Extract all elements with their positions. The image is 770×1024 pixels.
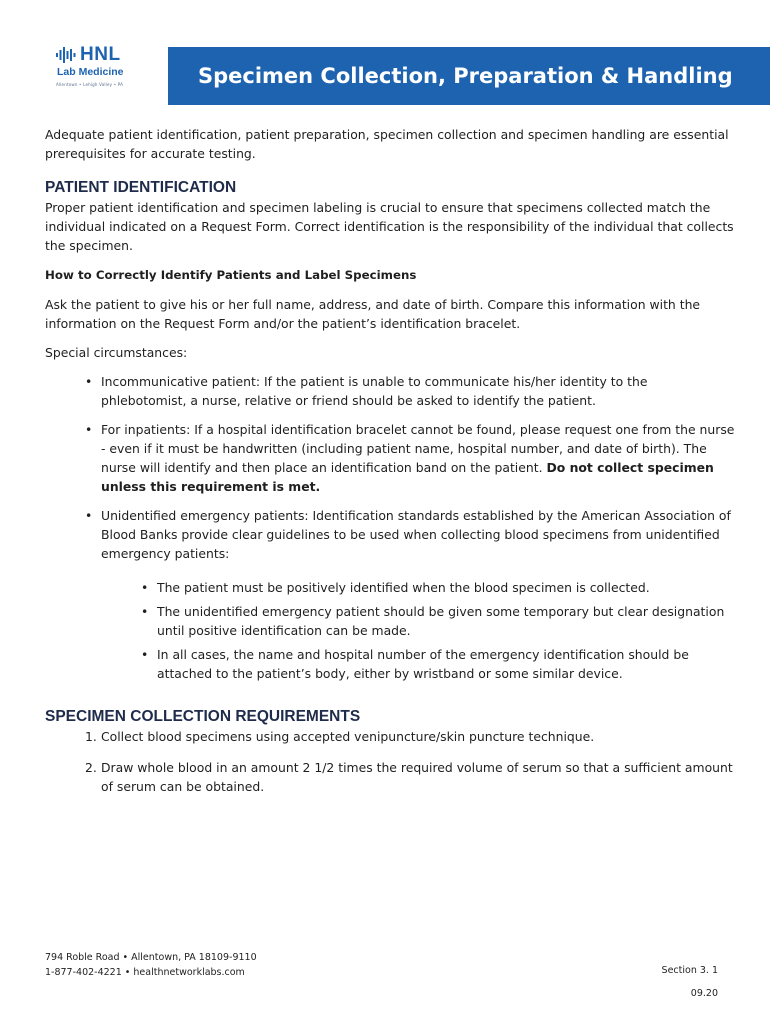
item-text: Collect blood specimens using accepted venipuncture/skin puncture technique.: [101, 729, 595, 744]
header-banner: [168, 47, 770, 105]
identify-patients-subheading: How to Correctly Identify Patients and Label Specimens: [45, 268, 417, 282]
footer-contact: [45, 950, 257, 980]
list-item: [85, 506, 735, 683]
waveform-icon: [56, 46, 76, 64]
circumstance-text: For inpatients: If a hospital identification bracelet cannot be found, please request one from the nurse - even if it must be handwritten (including patient name, hospital number, and date of birth). The nurse will identify and then place an identification band on the patient.: [101, 422, 735, 475]
specimen-collection-heading: SPECIMEN COLLECTION REQUIREMENTS: [45, 708, 361, 725]
list-item: • The unidentified emergency patient should be given some temporary but clear designation until positive identification can be made.: [141, 602, 735, 640]
list-item: [85, 420, 735, 496]
item-number: 2.: [85, 760, 97, 775]
logo-tagline: Allentown • Lehigh Valley • PA: [56, 82, 124, 87]
circumstance-text: Incommunicative patient: If the patient is unable to communicate his/her identity to the phlebotomist, a nurse, relative or friend should be asked to identify the patient.: [101, 374, 648, 408]
hnl-logo: [56, 46, 134, 100]
list-item: • The patient must be positively identified when the blood specimen is collected.: [141, 578, 735, 597]
emergency-points-list: [101, 578, 735, 683]
list-item: [85, 372, 735, 410]
page-title: Specimen Collection, Preparation & Handling: [198, 64, 733, 88]
footer-address: 794 Roble Road • Allentown, PA 18109-9110: [45, 952, 257, 963]
special-circumstances-list: [45, 372, 735, 683]
intro-paragraph: Adequate patient identification, patient preparation, specimen collection and specimen handling are essential prerequisites for accurate testing.: [45, 127, 729, 161]
item-text: Draw whole blood in an amount 2 1/2 times the required volume of serum so that a sufficient amount of serum can be obtained.: [101, 760, 733, 794]
footer-section: Section 3. 1: [661, 965, 718, 976]
circumstance-warning: Do not collect specimen unless this requirement is met.: [101, 460, 714, 494]
footer-date: 09.20: [690, 988, 718, 999]
identify-instruction: Ask the patient to give his or her full name, address, and date of birth. Compare this information with the information on the Request Form and/or the patient’s identification bracelet.: [45, 297, 701, 331]
patient-identification-text: Proper patient identification and specimen labeling is crucial to ensure that specimens collected match the individual indicated on a Request Form. Correct identification is the responsibility of the individual that collects the specimen.: [45, 200, 734, 253]
list-item: [85, 758, 735, 796]
list-item: • In all cases, the name and hospital number of the emergency identification should be attached to the patient’s body, either by wristband or some similar device.: [141, 645, 735, 683]
logo-brand: HNL: [80, 44, 121, 65]
logo-subtitle: Lab Medicine: [57, 66, 124, 78]
patient-identification-heading: PATIENT IDENTIFICATION: [45, 179, 237, 196]
list-item: [85, 727, 735, 746]
special-circumstances-label: Special circumstances:: [45, 345, 188, 360]
document-body: [45, 125, 735, 808]
footer-phone-website: 1-877-402-4221 • healthnetworklabs.com: [45, 967, 245, 978]
item-number: 1.: [85, 729, 97, 744]
collection-requirements-list: [45, 727, 735, 796]
circumstance-text: Unidentified emergency patients: Identification standards established by the American Association of Blood Banks provide clear guidelines to be used when collecting blood specimens from unidentified emergency patients:: [101, 508, 731, 561]
